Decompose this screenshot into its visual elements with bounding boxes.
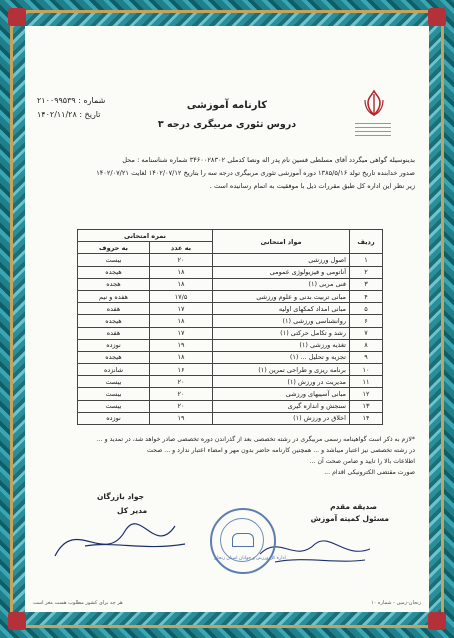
- score-digits: ۱۸: [150, 266, 213, 278]
- footer-note-line: در رشته تخصصی نیز اعتبار میباشد و ... همچنین کارنامه حاضر بدون مهر و امضاء اعتبار ندارد و ... صحت: [147, 447, 415, 454]
- page-title: کارنامه آموزشی: [186, 100, 268, 111]
- body-line: بدینوسیله گواهی میگردد آقای مسلطی فسین نام پدر اله ونصا کدملی ۳۴۶۰۰۲۸۳۰۲ شماره شناسنامه : محل: [122, 156, 415, 164]
- row-number: ۱۰: [350, 364, 383, 376]
- score-digits: ۱۷/۵: [150, 290, 213, 302]
- row-number: ۵: [350, 303, 383, 315]
- table-row: [78, 339, 383, 351]
- subject-cell: مبانی تربیت بدنی و علوم ورزشی: [213, 290, 350, 302]
- signer-right-name: صدیقه مقدم: [330, 502, 377, 511]
- score-words: هیجده: [78, 315, 150, 327]
- score-words: هفده و نیم: [78, 290, 150, 302]
- signer-left-name: جواد بازرگان: [97, 492, 144, 501]
- col-header-digits: به عدد: [150, 242, 213, 254]
- row-number: ۸: [350, 339, 383, 351]
- book-icon: [232, 533, 254, 547]
- score-digits: ۱۹: [150, 412, 213, 424]
- signature-left: [45, 496, 195, 576]
- signer-left-title: مدیر کل: [117, 506, 148, 515]
- table-row: [78, 351, 383, 363]
- score-words: هفده: [78, 303, 150, 315]
- grades-table: [77, 229, 383, 425]
- score-words: بیست: [78, 376, 150, 388]
- subject-cell: مبانی امداد کمکهای اولیه: [213, 303, 350, 315]
- table-row: [78, 278, 383, 290]
- table-row: [78, 412, 383, 424]
- score-words: بیست: [78, 254, 150, 266]
- corner-ornament: [428, 8, 446, 26]
- corner-ornament: [8, 612, 26, 630]
- footer-note-line: اطلاعات بالا را تایید و ضامن صحت آن ...: [309, 458, 415, 465]
- corner-ornament: [8, 8, 26, 26]
- score-digits: ۱۷: [150, 327, 213, 339]
- score-words: هیجده: [78, 351, 150, 363]
- subject-cell: فنی مربی (۱): [213, 278, 350, 290]
- subject-cell: برنامه ریزی و طراحی تمرین (۱): [213, 364, 350, 376]
- row-number: ۱۱: [350, 376, 383, 388]
- table-row: [78, 315, 383, 327]
- stamp-text: اداره کل ورزش و جوانان استان زنجان: [214, 556, 286, 561]
- subject-cell: تجزیه و تحلیل ... (۱): [213, 351, 350, 363]
- score-words: بیست: [78, 400, 150, 412]
- table-row: [78, 376, 383, 388]
- score-words: هفده: [78, 327, 150, 339]
- table-row: [78, 327, 383, 339]
- score-digits: ۱۸: [150, 315, 213, 327]
- score-words: هیجده: [78, 266, 150, 278]
- corner-ornament: [428, 612, 446, 630]
- col-header-words: به حروف: [78, 242, 150, 254]
- table-row: [78, 388, 383, 400]
- subject-cell: رشد و تکامل حرکتی (۱): [213, 327, 350, 339]
- footer-note-line: صورت مقتضی الکترونیکی اقدام ...: [324, 469, 415, 476]
- body-line: زیر نظر این اداره کل طبق مقررات ذیل با موفقیت به اتمام رسانیده است .: [209, 182, 415, 190]
- col-header-subject: مواد امتحانی: [213, 230, 350, 254]
- score-digits: ۲۰: [150, 376, 213, 388]
- subject-cell: اصول ورزشی: [213, 254, 350, 266]
- official-stamp: [210, 508, 286, 574]
- bottom-left-text: هر چه برای کشور مطلوب هست مغز است: [33, 600, 123, 606]
- subject-cell: مدیریت در ورزش (۱): [213, 376, 350, 388]
- score-digits: ۱۹: [150, 339, 213, 351]
- body-line: صدور خدابنده تاریخ تولد ۱۳۸۵/۵/۱۶ دوره آموزشی تئوری مربیگری درجه سه را بتاریخ ۱۴۰۲/۰۷/۱۲ لغایت ۱۴۰۲/۰۷/۲۱: [96, 169, 415, 177]
- row-number: ۷: [350, 327, 383, 339]
- col-header-score: نمره امتحانی: [78, 230, 213, 242]
- score-words: هجده: [78, 278, 150, 290]
- score-digits: ۱۸: [150, 278, 213, 290]
- row-number: ۳: [350, 278, 383, 290]
- row-number: ۲: [350, 266, 383, 278]
- subject-cell: روانشناسی ورزشی (۱): [213, 315, 350, 327]
- score-words: نوزده: [78, 339, 150, 351]
- score-digits: ۲۰: [150, 388, 213, 400]
- table-row: [78, 266, 383, 278]
- row-number: ۱: [350, 254, 383, 266]
- table-row: [78, 290, 383, 302]
- subject-cell: اخلاق در ورزش (۱): [213, 412, 350, 424]
- certificate-date: تاریخ : ۱۴۰۲/۱۱/۲۸: [37, 110, 101, 119]
- subject-cell: سنجش و اندازه گیری: [213, 400, 350, 412]
- table-row: [78, 364, 383, 376]
- bottom-right-text: زنجان-زمین - شماره ۱۰: [370, 600, 421, 606]
- certificate-paper: [25, 26, 429, 612]
- row-number: ۱۳: [350, 400, 383, 412]
- table-row: [78, 254, 383, 266]
- score-digits: ۱۸: [150, 351, 213, 363]
- row-number: ۱۲: [350, 388, 383, 400]
- score-digits: ۲۰: [150, 254, 213, 266]
- score-words: شانزده: [78, 364, 150, 376]
- footer-note-line: *لازم به ذکر است گواهینامه رسمی مربیگری در رشته تخصصی بعد از گذراندن دوره تخصصی صادر خواهد شد، در تمدید و ...: [96, 436, 415, 443]
- subject-cell: مبانی آسیبهای ورزشی: [213, 388, 350, 400]
- certificate-number: شماره : ۲۱۰۰۹۹۵۳۹: [37, 96, 106, 105]
- score-words: نوزده: [78, 412, 150, 424]
- subject-cell: تغذیه ورزشی (۱): [213, 339, 350, 351]
- table-row: [78, 400, 383, 412]
- score-words: بیست: [78, 388, 150, 400]
- row-number: ۱۴: [350, 412, 383, 424]
- score-digits: ۲۰: [150, 400, 213, 412]
- score-digits: ۱۷: [150, 303, 213, 315]
- page-subtitle: دروس تئوری مربیگری درجه ۳: [157, 119, 297, 130]
- score-digits: ۱۶: [150, 364, 213, 376]
- subject-cell: آناتومی و فیزیولوژی عمومی: [213, 266, 350, 278]
- row-number: ۴: [350, 290, 383, 302]
- row-number: ۶: [350, 315, 383, 327]
- table-row: [78, 303, 383, 315]
- col-header-row: ردیف: [350, 230, 383, 254]
- signer-right-title: مسئول کمیته آموزش: [310, 514, 389, 523]
- row-number: ۹: [350, 351, 383, 363]
